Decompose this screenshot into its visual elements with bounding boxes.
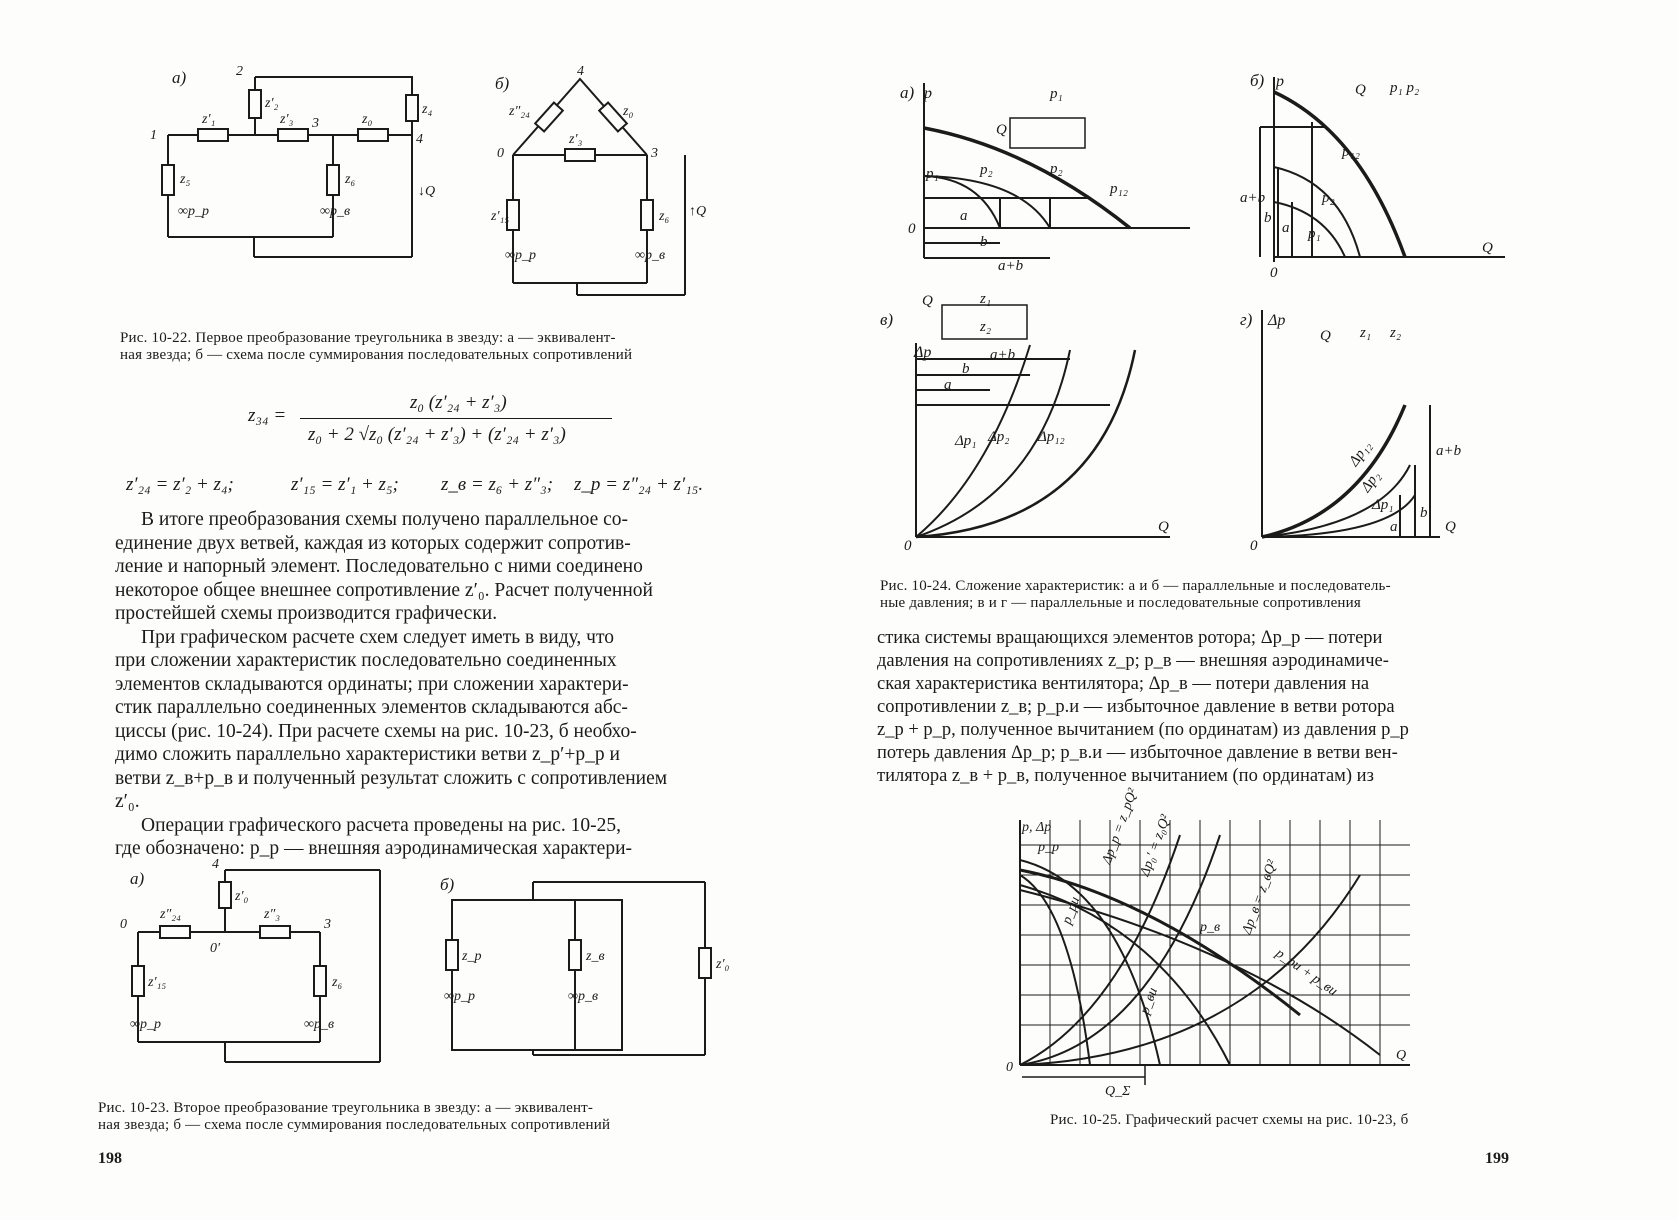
svg-text:z_в: z_в: [586, 949, 605, 964]
svg-text:∞p_в: ∞p_в: [320, 204, 351, 219]
svg-text:3: 3: [651, 146, 658, 161]
svg-text:p₂: p₂: [1322, 190, 1335, 206]
svg-text:Δp₂: Δp₂: [988, 429, 1010, 445]
svg-text:↑Q: ↑Q: [689, 204, 707, 219]
svg-text:Δp₁: Δp₁: [1372, 497, 1394, 513]
fig-10-25-dp0: Δp₀′ = z₀Q²: [1137, 812, 1174, 879]
formula-z34-denominator: z₀ + 2 √z₀ (z′₂₄ + z′₃) + (z′₂₄ + z′₃): [308, 424, 566, 445]
fig-10-22-a-diagram: [150, 65, 460, 295]
fig-10-25-grid: [1020, 820, 1410, 1065]
text-line: при сложении характеристик последовательно соединенных: [115, 650, 617, 671]
text-line: При графическом расчете схем следует иметь в виду, что: [141, 626, 614, 648]
paragraph-3: [115, 814, 740, 861]
svg-text:a+b: a+b: [998, 258, 1024, 274]
text-line: элементов складываются ординаты; при сложении характери-: [115, 673, 629, 695]
fig-10-22-caption-line1: Рис. 10-22. Первое преобразование треугольника в звезду: а — эквивалент-: [120, 330, 616, 346]
fig-10-24-b-chart: [1240, 71, 1510, 282]
fig-10-25-caption: Рис. 10-25. Графический расчет схемы на рис. 10-23, б: [1050, 1112, 1409, 1128]
svg-text:4: 4: [577, 64, 584, 79]
svg-text:0: 0: [120, 917, 127, 932]
fig-10-24-panel-g-label: г): [1240, 310, 1253, 329]
fig-10-22-b-diagram: [491, 64, 725, 305]
svg-text:a+b: a+b: [990, 347, 1016, 363]
fig-10-25-pp: p_p: [1038, 840, 1059, 855]
svg-text:p₁ p₂: p₁ p₂: [1390, 80, 1420, 96]
svg-text:b: b: [1264, 210, 1272, 226]
svg-text:a: a: [960, 208, 968, 224]
svg-text:4: 4: [416, 132, 423, 147]
svg-text:z₁: z₁: [1360, 325, 1372, 341]
svg-text:0: 0: [1250, 538, 1258, 554]
text-line: простейшей схемы производится графически.: [115, 603, 498, 624]
fig-10-25-q-sigma: Q_Σ: [1105, 1084, 1131, 1099]
svg-text:∞p_в: ∞p_в: [568, 989, 599, 1004]
svg-text:z″₃: z″₃: [264, 907, 281, 922]
formula-z15: z′₁₅ = z′₁ + z₅;: [291, 474, 399, 495]
svg-text:p₂: p₂: [980, 162, 993, 178]
svg-text:z′₂: z′₂: [265, 96, 279, 111]
fig-10-23-panel-a-label: а): [130, 869, 145, 888]
svg-text:z′₁₅: z′₁₅: [148, 975, 167, 990]
svg-text:z₂: z₂: [980, 319, 992, 335]
svg-text:p₁: p₁: [1308, 226, 1321, 242]
svg-text:Δp: Δp: [1268, 312, 1286, 329]
svg-text:a+b: a+b: [1436, 443, 1462, 459]
svg-text:0: 0: [904, 538, 912, 554]
paragraph-1: [115, 508, 740, 626]
svg-text:∞p_p: ∞p_p: [444, 989, 475, 1004]
svg-text:∞p_в: ∞p_в: [635, 248, 666, 263]
svg-text:Δp: Δp: [914, 344, 932, 361]
text-line: ветви z_в+p_в и полученный результат сложить с сопротивлением: [115, 767, 668, 789]
svg-text:0′: 0′: [210, 941, 221, 956]
text-line: некоторое общее внешнее сопротивление z′₀. Расчет полученной: [115, 579, 653, 601]
text-line: ление и напорный элемент. Последовательно с ними соединено: [115, 556, 643, 577]
fig-10-23-b-diagram: [440, 870, 730, 1060]
text-line: тилятора z_в + p_в, полученное вычитанием (по ординатам) из: [877, 766, 1374, 786]
svg-text:3: 3: [324, 917, 331, 932]
text-line: где обозначено: p_p — внешняя аэродинамическая характери-: [115, 838, 633, 859]
svg-text:p: p: [924, 85, 932, 102]
svg-text:Δp₁₂: Δp₁₂: [1346, 438, 1375, 470]
svg-text:z₂: z₂: [1390, 325, 1402, 341]
svg-text:Δp₁₂: Δp₁₂: [1038, 429, 1065, 445]
fig-10-25-chart: [1000, 786, 1420, 1105]
svg-text:Δp₂: Δp₂: [1358, 468, 1384, 496]
svg-text:0: 0: [497, 146, 504, 161]
page-number-left: 198: [98, 1150, 122, 1167]
page-number-right: 199: [1485, 1150, 1509, 1167]
svg-text:0: 0: [908, 221, 916, 237]
fig-10-23-caption-line2: ная звезда; б — схема после суммирования последовательных сопротивлений: [98, 1117, 611, 1133]
svg-text:0: 0: [1270, 265, 1278, 281]
svg-text:1: 1: [150, 128, 157, 143]
fig-10-22-caption-line2: ная звезда; б — схема после суммирования последовательных сопротивлений: [120, 347, 633, 363]
svg-text:p: p: [1276, 73, 1284, 90]
svg-text:p₁: p₁: [1050, 86, 1063, 102]
text-line: сопротивлении z_в; p_р.и — избыточное давление в ветви ротора: [877, 697, 1395, 717]
fig-10-25-pvu: p_вu: [1137, 985, 1162, 1017]
svg-text:Q: Q: [996, 122, 1007, 138]
svg-text:a: a: [944, 377, 952, 393]
fig-10-23-panel-b-label: б): [440, 875, 455, 894]
svg-text:z′₀: z′₀: [235, 889, 249, 904]
svg-text:z₆: z₆: [345, 172, 356, 187]
svg-text:p₂: p₂: [1050, 161, 1063, 177]
text-line: z′₀.: [115, 791, 140, 812]
svg-text:p₁₂: p₁₂: [1342, 144, 1360, 160]
svg-text:a+b: a+b: [1240, 190, 1266, 206]
svg-text:∞p_в: ∞p_в: [304, 1017, 335, 1032]
text-line: единение двух ветвей, каждая из которых содержит сопротив-: [115, 532, 631, 554]
text-line: z_р + p_р, полученное вычитанием (по ординатам) из давления p_р: [877, 720, 1409, 740]
svg-text:Q: Q: [1158, 519, 1169, 535]
formula-zv: z_в = z₆ + z″₃;: [441, 474, 554, 495]
svg-text:Δp₁: Δp₁: [955, 433, 977, 449]
svg-text:z′₀: z′₀: [716, 957, 730, 972]
fig-10-25-y-label: p, Δp: [1022, 820, 1052, 835]
fig-10-22-panel-a-label: а): [172, 68, 187, 87]
svg-text:a: a: [1282, 220, 1290, 236]
fig-10-24-v-chart: [880, 291, 1180, 554]
formula-zp: z_p = z″₂₄ + z′₁₅.: [574, 474, 704, 495]
svg-text:Q: Q: [1445, 519, 1456, 535]
svg-text:z″₂₄: z″₂₄: [509, 104, 531, 119]
svg-text:p₁₂: p₁₂: [1110, 181, 1128, 197]
svg-text:∞p_p: ∞p_p: [505, 248, 536, 263]
fig-10-25-origin: 0: [1006, 1060, 1013, 1075]
fig-10-25-sum: p_pu + p_вu: [1272, 945, 1340, 1000]
formula-z34-lhs: z₃₄ =: [248, 405, 287, 426]
text-line: циссы (рис. 10-24). При расчете схемы на рис. 10-23, б необхо-: [115, 720, 637, 742]
svg-text:b: b: [980, 234, 988, 250]
fig-10-24-panel-b-label: б): [1250, 71, 1265, 90]
svg-text:∞p_p: ∞p_p: [178, 204, 209, 219]
fig-10-24-caption-line2: ные давления; в и г — параллельные и последовательные сопротивления: [880, 595, 1361, 611]
svg-text:z′₁: z′₁: [202, 112, 216, 127]
svg-text:z′₃: z′₃: [569, 132, 583, 147]
fig-10-24-panel-a-label: а): [900, 83, 915, 102]
fig-10-23-a-diagram: [120, 857, 400, 1077]
fig-10-25-pv: p_в: [1200, 920, 1221, 935]
svg-text:z₀: z₀: [623, 104, 634, 119]
svg-text:4: 4: [212, 857, 219, 872]
fig-10-24-a-chart: [900, 78, 1200, 288]
text-line: Операции графического расчета проведены на рис. 10-25,: [141, 814, 621, 836]
fig-10-23-caption-line1: Рис. 10-23. Второе преобразование треугольника в звезду: а — эквивалент-: [98, 1100, 594, 1116]
fig-10-25-dpv: Δp_в = z_вQ²: [1239, 858, 1281, 937]
svg-text:z₆: z₆: [659, 209, 670, 224]
formula-z34-fraction-bar: [300, 418, 612, 419]
svg-text:z₀: z₀: [362, 112, 373, 127]
svg-text:Q: Q: [1355, 82, 1366, 98]
svg-text:z′₁₅: z′₁₅: [491, 209, 510, 224]
paragraph-2: [115, 626, 740, 814]
svg-text:∞p_p: ∞p_p: [130, 1017, 161, 1032]
svg-text:z″₂₄: z″₂₄: [160, 907, 182, 922]
text-line: ская характеристика вентилятора; Δp_в — потери давления на: [877, 674, 1370, 694]
text-line: потерь давления Δp_р; p_в.и — избыточное давление в ветви вен-: [877, 743, 1398, 763]
text-line: стик параллельно соединенных элементов складываются абс-: [115, 697, 628, 718]
svg-text:Q: Q: [1320, 328, 1331, 344]
text-line: В итоге преобразования схемы получено параллельное со-: [141, 509, 629, 530]
svg-text:↓Q: ↓Q: [418, 184, 436, 199]
svg-text:2: 2: [236, 64, 243, 79]
svg-text:z₁: z₁: [980, 291, 992, 307]
svg-text:z₅: z₅: [180, 172, 191, 187]
formula-z24: z′₂₄ = z′₂ + z₄;: [126, 474, 234, 495]
svg-text:b: b: [1420, 505, 1428, 521]
svg-text:3: 3: [312, 116, 319, 131]
svg-text:z′₃: z′₃: [280, 112, 294, 127]
svg-text:b: b: [962, 361, 970, 377]
text-line: давления на сопротивлениях z_p; p_в — внешняя аэродинамиче-: [877, 651, 1389, 671]
fig-10-25-x-label: Q: [1396, 1048, 1407, 1063]
svg-text:z₆: z₆: [332, 975, 343, 990]
svg-text:Q: Q: [1482, 240, 1493, 256]
formula-z34-numerator: z₀ (z′₂₄ + z′₃): [410, 392, 507, 413]
fig-10-24-g-chart: [1240, 295, 1510, 554]
text-line: димо сложить параллельно характеристики ветви z_p′+p_p и: [115, 744, 620, 765]
svg-text:z₄: z₄: [422, 102, 433, 117]
text-line: стика системы вращающихся элементов ротора; Δp_p — потери: [877, 628, 1383, 648]
svg-text:z_p: z_p: [462, 949, 482, 964]
fig-10-25-ppu: p_pu: [1059, 894, 1084, 927]
fig-10-24-caption-line1: Рис. 10-24. Сложение характеристик: а и б — параллельные и последователь-: [880, 578, 1391, 594]
svg-text:Q: Q: [922, 293, 933, 309]
fig-10-25-dpp: Δp_p = z_pQ²: [1099, 786, 1141, 867]
fig-10-22-panel-b-label: б): [495, 74, 510, 93]
svg-text:p₁: p₁: [926, 166, 939, 182]
svg-text:a: a: [1390, 519, 1398, 535]
fig-10-24-panel-v-label: в): [880, 310, 894, 329]
